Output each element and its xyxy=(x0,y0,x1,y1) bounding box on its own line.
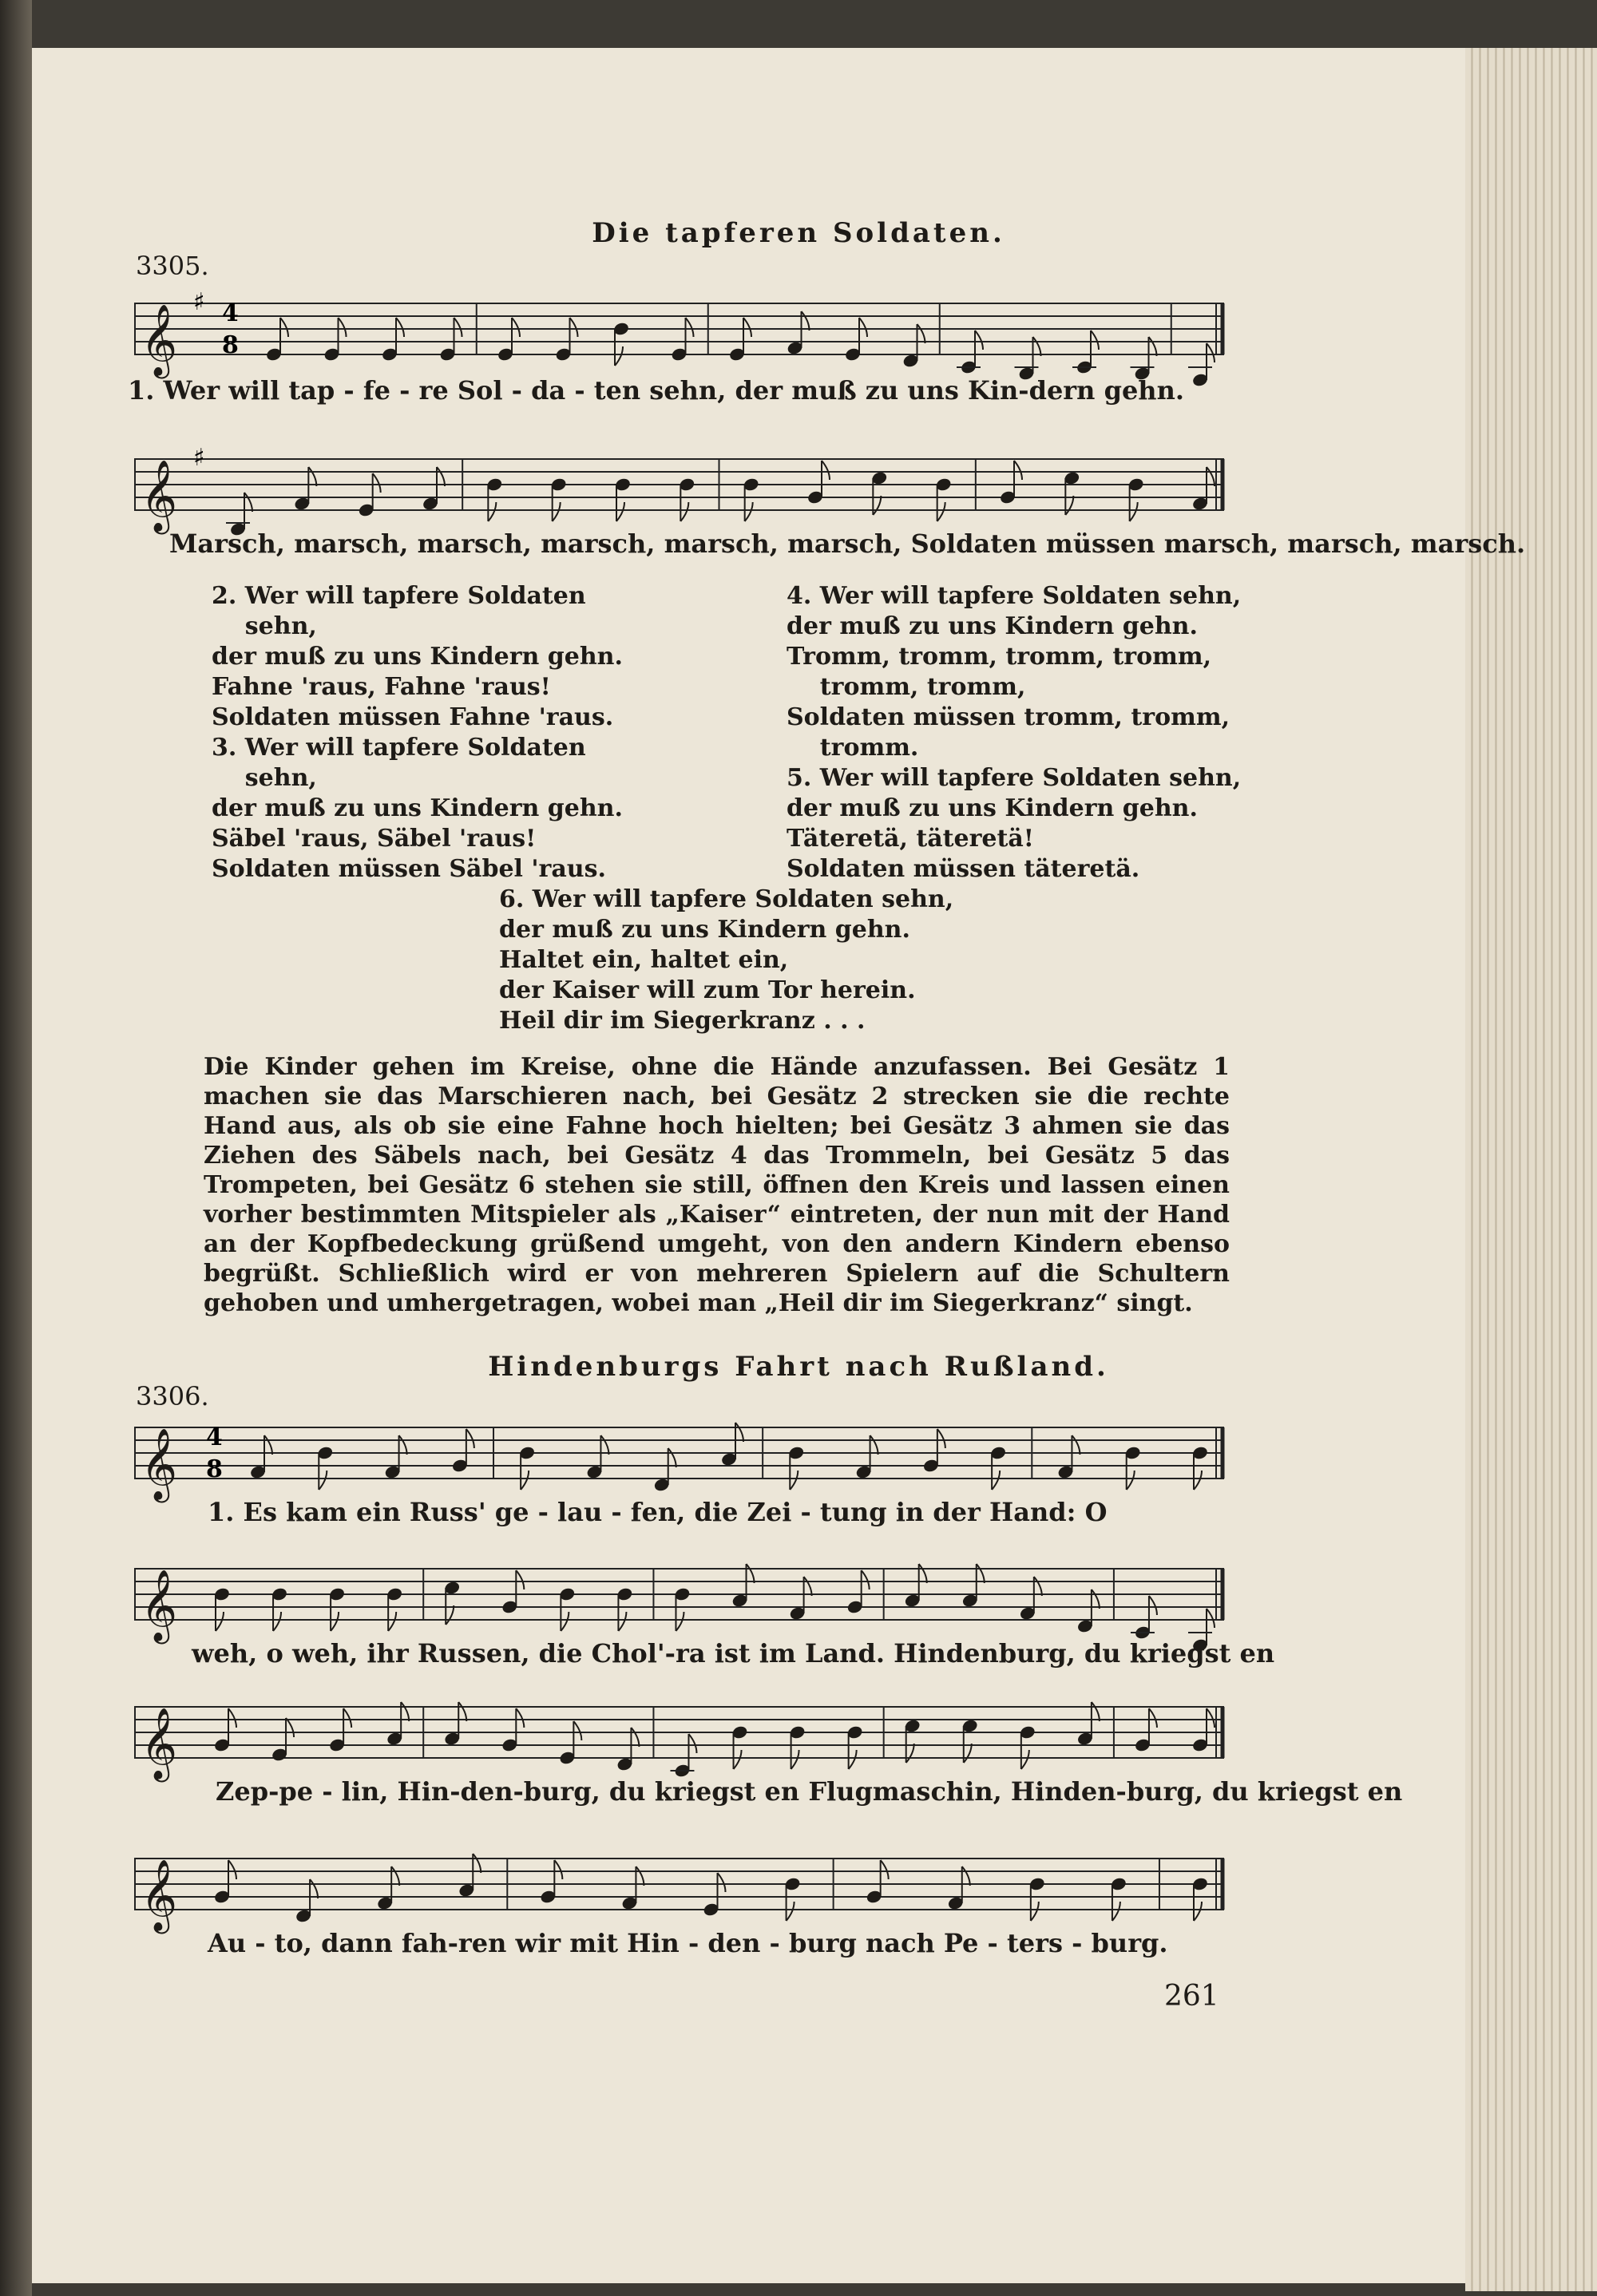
note xyxy=(616,1586,634,1631)
note-flag xyxy=(747,1564,755,1583)
note xyxy=(787,1445,805,1490)
note-flag xyxy=(937,1429,945,1448)
note-flag xyxy=(977,1564,985,1583)
note-flag xyxy=(446,1605,454,1625)
note-flag xyxy=(618,1612,626,1631)
note-flag xyxy=(790,1471,798,1490)
note xyxy=(501,1570,524,1615)
note-flag xyxy=(454,318,462,337)
note xyxy=(386,1702,409,1747)
note-flag xyxy=(881,1860,889,1879)
note xyxy=(720,1423,743,1467)
note xyxy=(386,1586,403,1631)
treble-clef: 𝄞 xyxy=(141,1859,178,1931)
note xyxy=(323,318,347,362)
note xyxy=(855,1435,878,1480)
note xyxy=(559,1721,582,1766)
note xyxy=(1131,1596,1157,1641)
note xyxy=(947,1866,970,1911)
note-flag xyxy=(937,502,945,521)
verse-6: 6. Wer will tapfere Soldaten sehn, der muß zu uns Kindern gehn. Haltet ein, haltet ein, der Kaiser will zum Tor herein. Heil dir im Siegerkranz . . . xyxy=(499,885,954,1035)
note xyxy=(1124,1445,1142,1490)
time-signature-top: 4 xyxy=(222,299,239,327)
note xyxy=(1028,1876,1046,1921)
note xyxy=(999,461,1022,505)
game-instructions: Die Kinder gehen im Kreise, ohne die Hände anzufassen. Bei Gesätz 1 machen sie das Marschieren nach, bei Gesätz 2 strecken sie die rechte Hand aus, als ob sie eine Fahne hoch hielten; bei Gesätz 3 ahmen sie das Ziehen des Säbels nach, bei Gesätz 4 das Trommeln, bei Gesätz 5 das Trompeten, bei Gesätz 6 stehen sie still, öffnen den Kreis und lassen einen vorher bestimmten Mitspieler als „Kaiser“ eintreten, der nun mit der Hand an der Kopfbedeckung grüßend umgeht, von den andern Kindern ebenso begrüßt. Schließlich wird er von mehreren Spielern auf die Schultern gehoben und umhergetragen, wobei man „Heil dir im Siegerkranz“ singt. xyxy=(204,1053,1230,1317)
note xyxy=(422,467,445,512)
music-staff xyxy=(134,1553,1228,1641)
music-staff xyxy=(134,1691,1228,1779)
song-title-3305: Die tapferen Soldaten. xyxy=(592,217,1005,249)
note xyxy=(376,1866,399,1911)
note-flag xyxy=(992,1471,1000,1490)
note xyxy=(904,1564,927,1609)
note xyxy=(731,1564,755,1609)
note-flag xyxy=(216,1612,224,1631)
note-flag xyxy=(244,493,252,512)
note xyxy=(653,1448,676,1493)
note-flag xyxy=(600,1435,608,1455)
note xyxy=(614,477,632,521)
note-flag xyxy=(264,1435,272,1455)
lyrics-line: Marsch, marsch, marsch, marsch, marsch, marsch, Soldaten müssen marsch, marsch, marsch. xyxy=(169,528,1526,559)
note xyxy=(806,461,830,505)
note xyxy=(846,1724,864,1769)
note xyxy=(1076,1589,1100,1634)
note-flag xyxy=(1207,343,1215,362)
note xyxy=(381,318,404,362)
note-flag xyxy=(668,1448,676,1467)
note-flag xyxy=(466,1429,474,1448)
note-flag xyxy=(919,1564,927,1583)
verse-2: 2. Wer will tapfere Soldaten sehn, der muß zu uns Kindern gehn. Fahne 'raus, Fahne 'raus! Soldaten müssen Fahne 'raus. xyxy=(212,582,623,731)
note-flag xyxy=(862,1570,870,1589)
note xyxy=(271,1586,288,1631)
note xyxy=(295,1879,318,1924)
note-flag xyxy=(488,502,496,521)
note-flag xyxy=(1207,467,1215,486)
note-flag xyxy=(1034,1577,1042,1596)
note-flag xyxy=(280,318,288,337)
note xyxy=(784,1876,802,1921)
note xyxy=(1191,1876,1209,1921)
note-flag xyxy=(401,1702,409,1721)
note xyxy=(1110,1876,1127,1921)
note xyxy=(550,477,568,521)
note-flag xyxy=(870,1435,878,1455)
note-flag xyxy=(339,318,347,337)
note xyxy=(316,1445,334,1490)
note xyxy=(328,1708,351,1753)
note xyxy=(870,470,888,515)
note-flag xyxy=(615,346,623,366)
note-flag xyxy=(1149,1708,1157,1728)
note xyxy=(846,1570,870,1615)
note-flag xyxy=(688,1734,696,1753)
note xyxy=(957,331,983,375)
treble-clef: 𝄞 xyxy=(141,1708,178,1779)
note xyxy=(1019,1724,1036,1769)
note-flag xyxy=(873,496,881,515)
note-flag xyxy=(310,1879,318,1898)
note xyxy=(451,1429,474,1474)
music-staff xyxy=(134,443,1228,531)
key-signature-sharp: ♯ xyxy=(193,288,205,316)
note-flag xyxy=(1112,1902,1120,1921)
note-flag xyxy=(1194,1902,1202,1921)
note xyxy=(844,318,867,362)
note-flag xyxy=(686,318,694,337)
note xyxy=(866,1860,889,1905)
note xyxy=(935,477,953,521)
note-flag xyxy=(917,324,925,343)
note-flag xyxy=(975,331,983,350)
note-flag xyxy=(964,1744,972,1763)
note-flag xyxy=(228,1708,236,1728)
note-flag xyxy=(1092,1589,1100,1609)
note-flag xyxy=(570,318,578,337)
note-flag xyxy=(804,1577,812,1596)
note-flag xyxy=(962,1866,970,1886)
note-flag xyxy=(554,1860,562,1879)
note xyxy=(586,1435,609,1480)
note-flag xyxy=(1021,1750,1029,1769)
note-flag xyxy=(1194,1471,1202,1490)
note xyxy=(249,1435,272,1480)
note-flag xyxy=(906,1744,914,1763)
note-flag xyxy=(391,1866,399,1886)
note-flag xyxy=(859,318,867,337)
note-flag xyxy=(373,473,381,493)
note-flag xyxy=(516,1570,524,1589)
note-flag xyxy=(787,1902,795,1921)
note xyxy=(213,1586,231,1631)
note xyxy=(789,1577,812,1621)
note xyxy=(789,1724,806,1769)
note xyxy=(358,473,381,518)
note xyxy=(271,1718,294,1763)
note-flag xyxy=(1065,496,1073,515)
treble-clef: 𝄞 xyxy=(141,1428,178,1500)
note-flag xyxy=(1031,1902,1039,1921)
note xyxy=(1191,1445,1209,1490)
note xyxy=(497,318,520,362)
note xyxy=(674,1586,692,1631)
lyrics-line: Zep-pe - lin, Hin-den-burg, du kriegst en Flugmaschin, Hinden-burg, du kriegst en xyxy=(216,1776,1403,1807)
note-flag xyxy=(286,1718,294,1737)
note-flag xyxy=(273,1612,281,1631)
note-flag xyxy=(1149,337,1157,356)
treble-clef: 𝄞 xyxy=(141,1570,178,1641)
note xyxy=(1134,1708,1157,1753)
note xyxy=(328,1586,346,1631)
note-flag xyxy=(331,1612,339,1631)
note xyxy=(501,1708,524,1753)
note-flag xyxy=(512,318,520,337)
note-flag xyxy=(516,1708,524,1728)
note xyxy=(612,321,630,366)
lyrics-line: 1. Wer will tap - fe - re Sol - da - ten sehn, der muß zu uns Kin-dern gehn. xyxy=(128,375,1184,406)
note-flag xyxy=(388,1612,396,1631)
note xyxy=(1191,467,1215,512)
note xyxy=(443,1580,461,1625)
lyrics-line: 1. Es kam ein Russ' ge - lau - fen, die Zei - tung in der Hand: O xyxy=(208,1497,1108,1527)
note-flag xyxy=(680,502,688,521)
note xyxy=(743,477,760,521)
lyrics-line: weh, o weh, ihr Russen, die Chol'-ra ist im Land. Hindenburg, du kriegst en xyxy=(192,1638,1275,1669)
note xyxy=(671,318,694,362)
note xyxy=(678,477,695,521)
lyrics-line: Au - to, dann fah-ren wir mit Hin - den - burg nach Pe - ters - burg. xyxy=(208,1928,1168,1958)
page-edges xyxy=(1465,48,1597,2291)
note xyxy=(518,1445,536,1490)
note-flag xyxy=(1149,1596,1157,1615)
note-flag xyxy=(473,1854,481,1873)
treble-clef: 𝄞 xyxy=(141,460,178,532)
note-flag xyxy=(676,1612,684,1631)
note-flag xyxy=(1207,1609,1215,1628)
note xyxy=(485,477,503,521)
note-flag xyxy=(636,1866,644,1886)
note xyxy=(904,1718,921,1763)
note-flag xyxy=(1207,1708,1215,1728)
note-flag xyxy=(1130,502,1138,521)
note xyxy=(1063,470,1080,515)
note-flag xyxy=(319,1471,327,1490)
note xyxy=(1127,477,1145,521)
note-flag xyxy=(735,1423,743,1442)
note xyxy=(458,1854,481,1898)
treble-clef: 𝄞 xyxy=(141,304,178,376)
note xyxy=(443,1702,466,1747)
note-flag xyxy=(308,467,316,486)
note-flag xyxy=(849,1750,857,1769)
note-flag xyxy=(631,1728,639,1747)
note xyxy=(555,318,578,362)
song-number-3305: 3305. xyxy=(136,251,209,281)
note-flag xyxy=(553,502,561,521)
note-flag xyxy=(718,1873,726,1892)
note-flag xyxy=(343,1708,351,1728)
music-staff xyxy=(134,1411,1228,1499)
book-gutter xyxy=(0,0,32,2296)
key-signature-sharp: ♯ xyxy=(193,444,205,472)
note xyxy=(213,1860,236,1905)
note-flag xyxy=(616,502,624,521)
note-flag xyxy=(458,1702,466,1721)
note xyxy=(559,1586,577,1631)
note xyxy=(265,318,288,362)
note-flag xyxy=(399,1435,407,1455)
note-flag xyxy=(734,1750,742,1769)
note-flag xyxy=(1127,1471,1135,1490)
time-signature-top: 4 xyxy=(206,1423,223,1451)
note xyxy=(731,1724,749,1769)
note xyxy=(1057,1435,1080,1480)
note xyxy=(293,467,316,512)
note-flag xyxy=(573,1721,581,1740)
note-flag xyxy=(822,461,830,480)
note-flag xyxy=(1091,331,1099,350)
time-signature-bottom: 8 xyxy=(222,331,239,359)
note xyxy=(1076,1702,1100,1747)
note xyxy=(989,1445,1007,1490)
note xyxy=(728,318,751,362)
song-number-3306: 3306. xyxy=(136,1381,209,1411)
note-flag xyxy=(228,1860,236,1879)
verse-4: 4. Wer will tapfere Soldaten sehn, der muß zu uns Kindern gehn. Tromm, tromm, tromm, tromm, tromm, tromm, Soldaten müssen tromm, tromm, tromm. xyxy=(787,582,1242,762)
note xyxy=(213,1708,236,1753)
note-flag xyxy=(437,467,445,486)
note-flag xyxy=(1033,337,1041,356)
note-flag xyxy=(1092,1702,1100,1721)
note-flag xyxy=(791,1750,799,1769)
time-signature-bottom: 8 xyxy=(206,1455,223,1483)
note-flag xyxy=(396,318,404,337)
note xyxy=(961,1564,985,1609)
note xyxy=(1019,1577,1042,1621)
verse-3: 3. Wer will tapfere Soldaten sehn, der muß zu uns Kindern gehn. Säbel 'raus, Säbel 'raus! Soldaten müssen Säbel 'raus. xyxy=(212,734,623,883)
note xyxy=(621,1866,644,1911)
music-staff xyxy=(134,1843,1228,1930)
note-flag xyxy=(521,1471,529,1490)
note xyxy=(787,311,810,356)
note-flag xyxy=(743,318,751,337)
verse-5: 5. Wer will tapfere Soldaten sehn, der muß zu uns Kindern gehn. Täteretä, täteretä! Soldaten müssen täteretä. xyxy=(787,764,1242,883)
note xyxy=(439,318,462,362)
page-number: 261 xyxy=(1164,1980,1219,2013)
note xyxy=(670,1734,696,1779)
note-flag xyxy=(1014,461,1022,480)
note xyxy=(922,1429,945,1474)
note xyxy=(1191,1708,1215,1753)
note xyxy=(961,1718,979,1763)
note xyxy=(902,324,925,369)
music-staff xyxy=(134,287,1228,375)
note-flag xyxy=(561,1612,569,1631)
note-flag xyxy=(802,311,810,331)
note xyxy=(1072,331,1099,375)
note-flag xyxy=(1072,1435,1080,1455)
note xyxy=(703,1873,726,1918)
song-title-3306: Hindenburgs Fahrt nach Rußland. xyxy=(488,1351,1109,1383)
note xyxy=(616,1728,640,1772)
note-flag xyxy=(745,502,753,521)
note xyxy=(384,1435,407,1480)
note xyxy=(539,1860,562,1905)
